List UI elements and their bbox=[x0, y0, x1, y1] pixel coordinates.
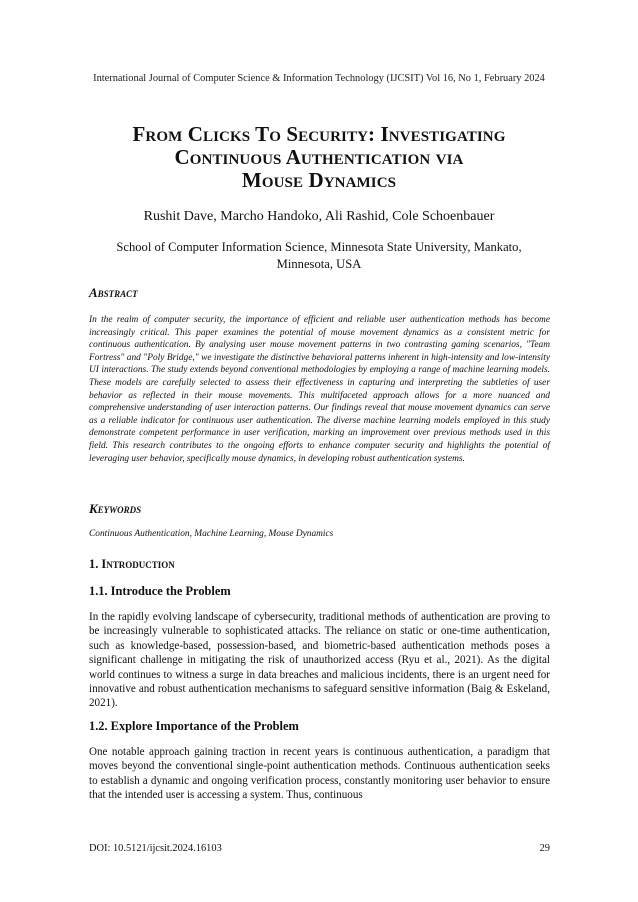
paragraph-importance: One notable approach gaining traction in recent years is continuous authentication, a paradigm that moves beyond the conventional single-point authentication methods. Continuous authentication seeks to establish a dynamic and ongoing verification process, constantly monitoring user behavior to ensure that the intended user is accessing a system. Thus, continuous bbox=[89, 746, 550, 802]
abstract-text: In the realm of computer security, the importance of efficient and reliable user authentication methods has become increasingly critical. This paper examines the potential of mouse movement dynamics as a consistent metric for continuous authentication. By analysing user mouse movement patterns in two contrasting gaming scenarios, "Team Fortress" and "Poly Bridge," we investigate the distinctive behavioral patterns inherent in high-intensity and low-intensity UI interactions. The study extends beyond conventional methodologies by employing a range of machine learning models. These models are carefully selected to assess their effectiveness in capturing and interpreting the subtleties of user behavior as reflected in their mouse movements. This multifaceted approach allows for a more nuanced and comprehensive understanding of user interaction patterns. Our findings reveal that mouse movement dynamics can serve as a reliable indicator for continuous user authentication. The diverse machine learning models employed in this study demonstrate competent performance in user verification, marking an improvement over previous methods used in this field. This research contributes to the ongoing efforts to enhance computer security and highlights the potential of leveraging user behavior, specifically mouse dynamics, in developing robust authentication systems. bbox=[89, 315, 550, 464]
page-number: 29 bbox=[539, 843, 550, 854]
journal-header: International Journal of Computer Science & Information Technology (IJCSIT) Vol 16, No 1, February 2024 bbox=[93, 73, 545, 84]
keywords-text: Continuous Authentication, Machine Learning, Mouse Dynamics bbox=[89, 529, 334, 539]
paper-title bbox=[60, 123, 578, 192]
abstract-heading: Abstract bbox=[89, 285, 138, 300]
doi-footer: DOI: 10.5121/ijcsit.2024.16103 bbox=[89, 843, 222, 854]
title-line: Mouse Dynamics bbox=[241, 168, 397, 192]
section-heading-introduction: 1. Introduction bbox=[89, 557, 175, 571]
paragraph-problem: In the rapidly evolving landscape of cybersecurity, traditional methods of authentication are proving to be increasingly vulnerable to sophisticated attacks. The reliance on static or one-time authentication, such as knowledge-based, possession-based, and biometric-based authentication methods poses a significant challenge in mitigating the risk of unauthorized access (Ryu et al., 2021). As the digital world continues to witness a surge in data breaches and malicious incidents, there is an urgent need for innovative and robust authentication mechanisms to safeguard sensitive information (Baig & Eskeland, 2021). bbox=[89, 611, 550, 710]
subsection-heading-1-1: 1.1. Introduce the Problem bbox=[89, 584, 231, 598]
author-list: Rushit Dave, Marcho Handoko, Ali Rashid, Cole Schoenbauer bbox=[143, 209, 495, 224]
author-affiliation: School of Computer Information Science, Minnesota State University, Mankato, Minnesota, USA bbox=[116, 240, 522, 271]
title-line: Continuous Authentication via bbox=[174, 145, 464, 169]
subsection-heading-1-2: 1.2. Explore Importance of the Problem bbox=[89, 719, 299, 733]
title-line: From Clicks To Security: Investigating bbox=[132, 122, 506, 146]
keywords-heading: Keywords bbox=[89, 501, 142, 516]
